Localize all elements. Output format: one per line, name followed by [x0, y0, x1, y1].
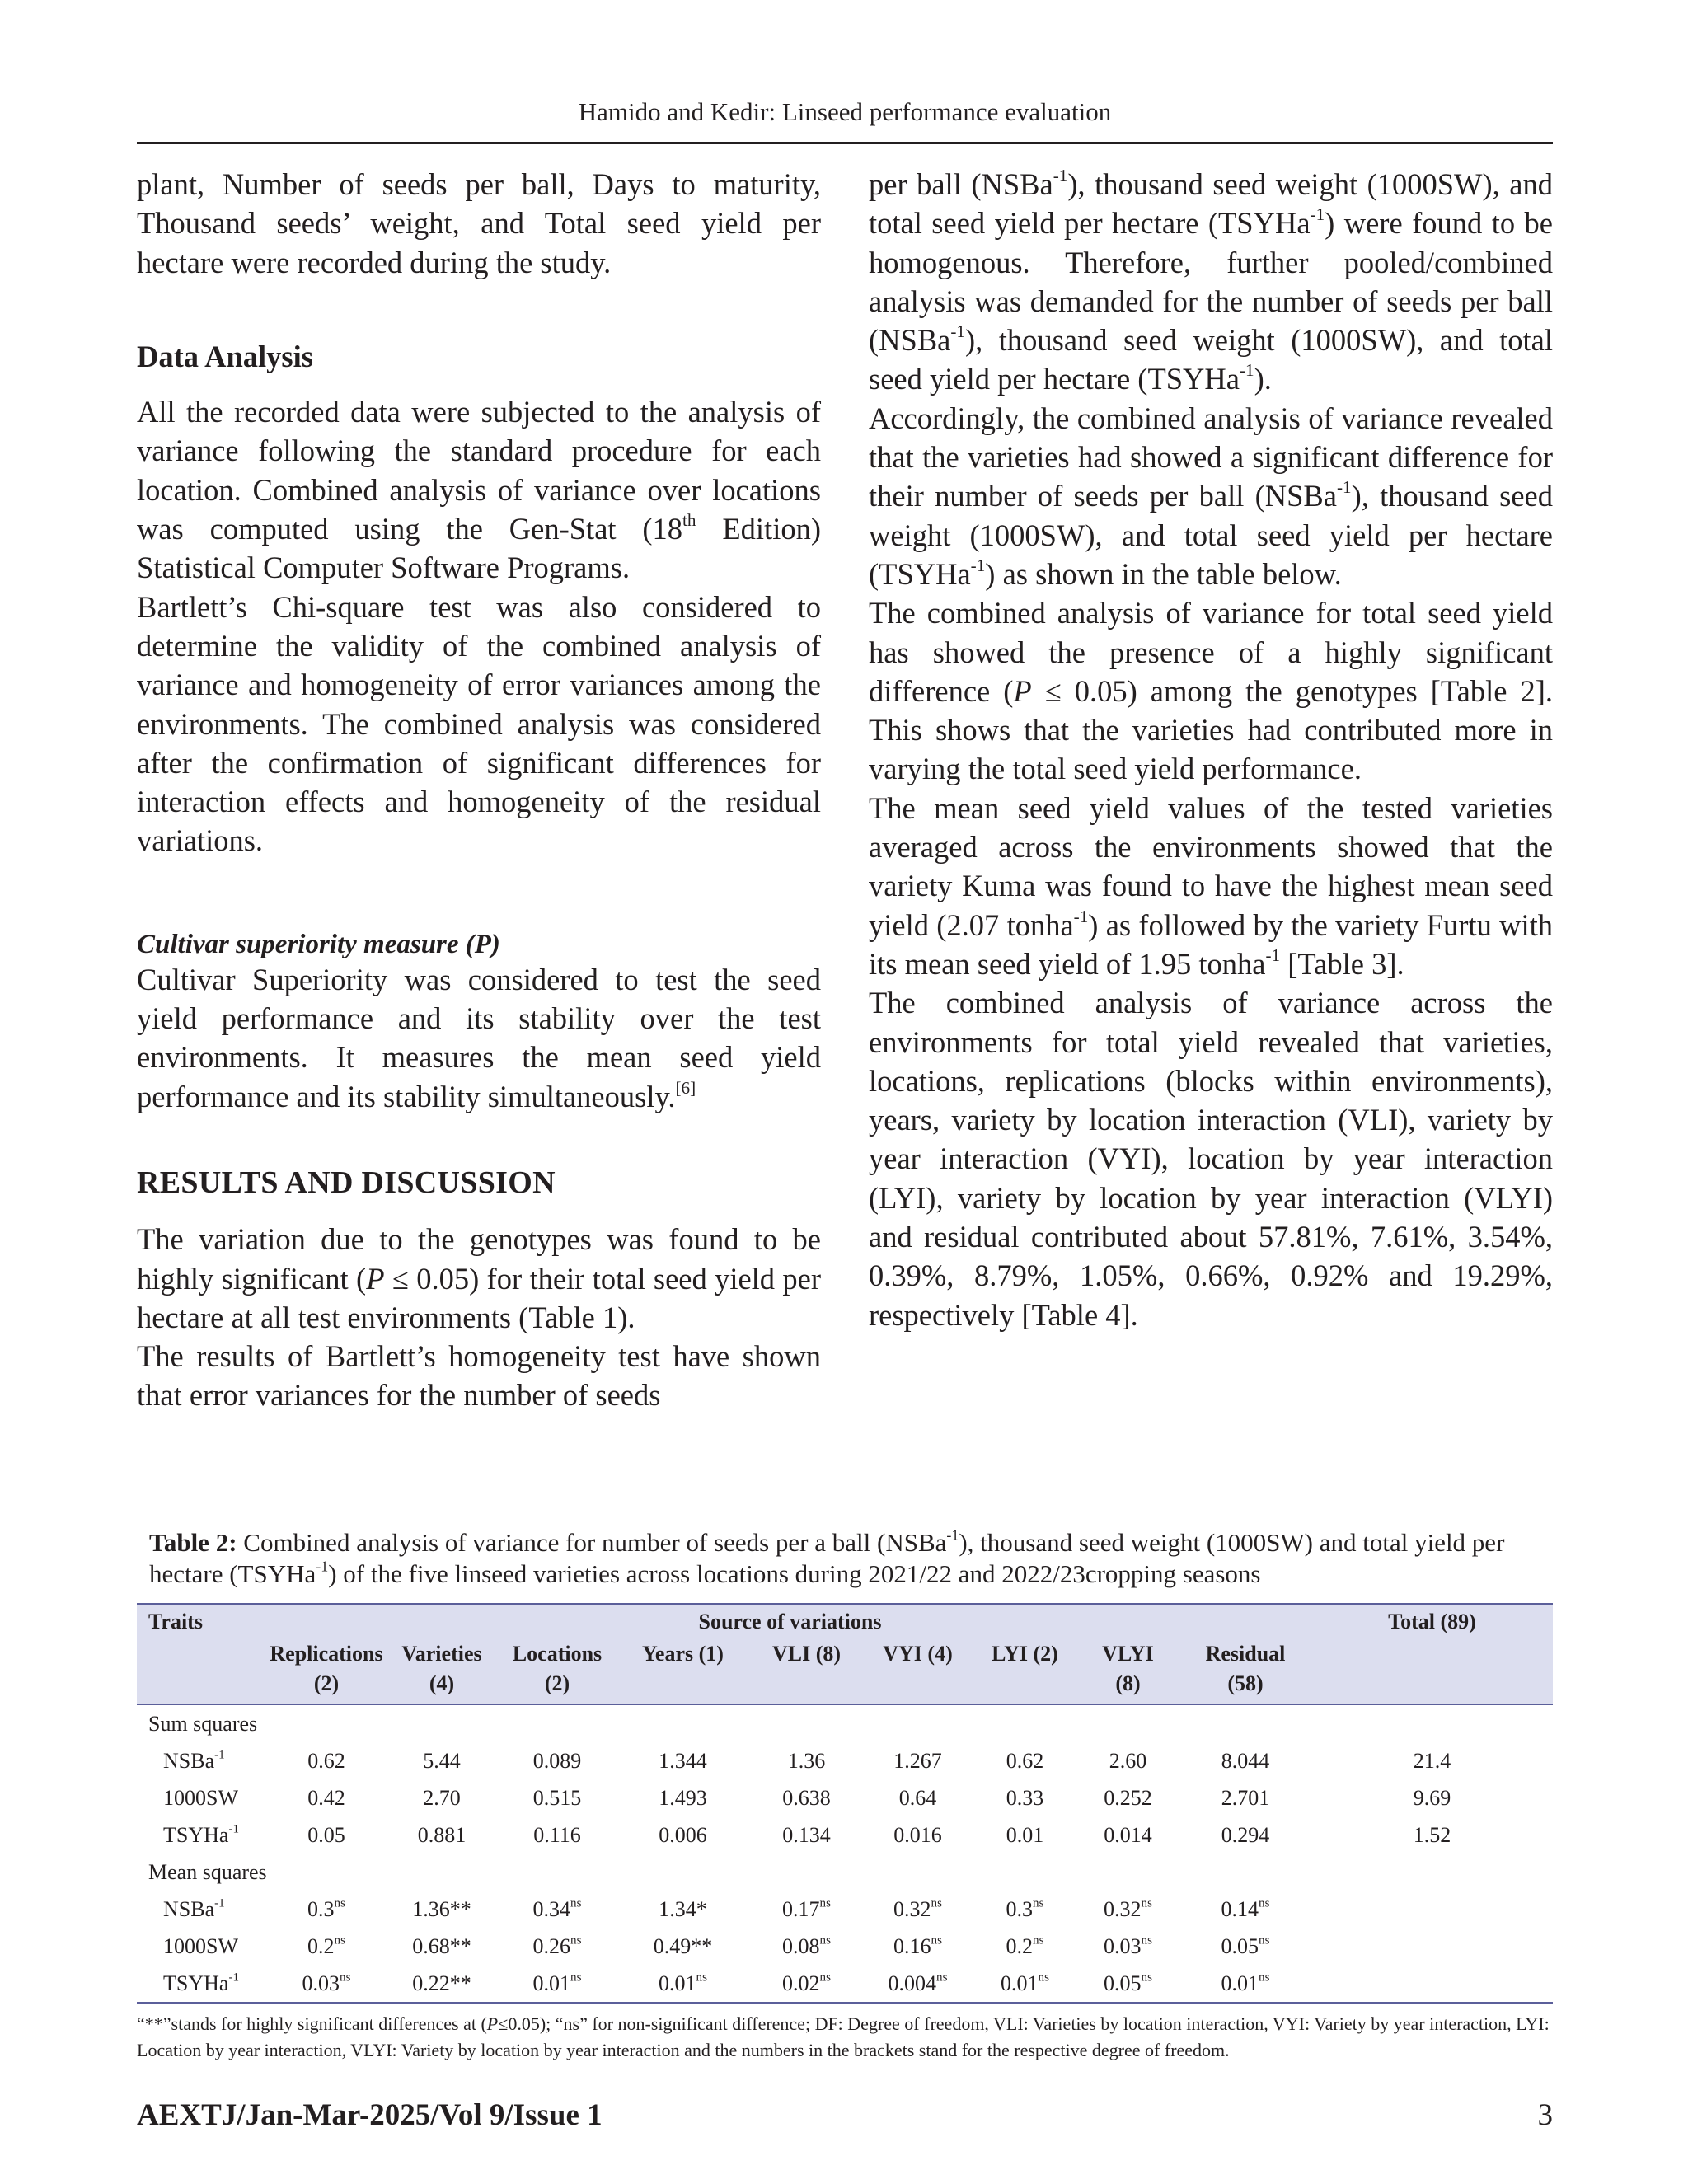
- data-analysis-heading: Data Analysis: [137, 339, 313, 373]
- paragraph: Bartlett’s Chi-square test was also considered to determine the validity of the combined analysis of variance and homogeneity of error variances among the environments. The combined analysis was considered after the confirmation of significant differences for interaction effects and homogeneity of the residual variations.: [137, 589, 821, 858]
- paragraph: Accordingly, the combined analysis of variance revealed that the varieties had showed a significant difference for their number of seeds per ball (NSBa$^{-1}$), thousand seed weight (1000SW), and total seed yield per hectare (TSYHa$^{-1}$) as shown in the table below.: [869, 401, 1553, 591]
- right-column: [869, 165, 1553, 1334]
- sub-header: VLI (8): [751, 1639, 862, 1704]
- paragraph: plant, Number of seeds per ball, Days to maturity, Thousand seeds’ weight, and Total seed yield per hectare were recorded during the study.: [137, 167, 821, 279]
- sub-header: Replications (2): [269, 1639, 384, 1704]
- table-row: NSBa$^{-1}$ 0.62 5.44 0.089 1.344 1.36 1.267 0.62 2.60 8.044 21.4: [163, 1748, 1451, 1773]
- paragraph: Cultivar Superiority was considered to test the seed yield performance and its stability over the test environments. It measures the mean seed yield performance and its stability simultaneously.[6]: [137, 962, 821, 1113]
- table-row: TSYHa$^{-1}$ 0.05 0.881 0.116 0.006 0.134 0.016 0.01 0.014 0.294 1.52: [163, 1822, 1451, 1847]
- journal-footer: AEXTJ/Jan-Mar-2025/Vol 9/Issue 1: [137, 2098, 603, 2132]
- col-traits: Traits: [137, 1604, 269, 1704]
- paragraph: per ball (NSBa$^{-1}$), thousand seed weight (1000SW), and total seed yield per hectare (TSYHa$^{-1}$) were found to be homogenous. Therefore, further pooled/combined analysis was demanded for the number of seeds per ball (NSBa$^{-1}$), thousand seed weight (1000SW), and total seed yield per hectare (TSYHa$^{-1}$).: [869, 166, 1553, 396]
- cultivar-superiority-heading: Cultivar superiority measure (P): [137, 929, 500, 959]
- paragraph: The combined analysis of variance across the environments for total yield revealed that varieties, locations, replications (blocks within environments), years, variety by location interaction (VLI), variety by year interaction (VYI), location by year interaction (LYI), variety by location by year interaction (VLYI) and residual contributed about 57.81%, 7.61%, 3.54%, 0.39%, 8.79%, 1.05%, 0.66%, 0.92% and 19.29%, respectively [Table 4].: [869, 986, 1553, 1332]
- sub-header: VYI (4): [862, 1639, 973, 1704]
- results-discussion-heading: RESULTS AND DISCUSSION: [137, 1165, 556, 1200]
- page-number: 3: [1537, 2098, 1553, 2132]
- sub-header: Years (1): [615, 1639, 751, 1704]
- paragraph: The results of Bartlett’s homogeneity test have shown that error variances for the number of seeds: [137, 1339, 821, 1413]
- paragraph: All the recorded data were subjected to the analysis of variance following the standard procedure for each location. Combined analysis of variance over locations was computed using the Gen-Stat (18th Edition) Statistical Computer Software Programs.: [137, 395, 821, 585]
- sub-header: Residual (58): [1179, 1639, 1311, 1704]
- col-source-of-variations: Source of variations: [269, 1604, 1311, 1639]
- table-row: TSYHa$^{-1}$ $0.03^{ns}$ 0.22** $0.01^{ns}$ $0.01^{ns}$ $0.02^{ns}$ $0.004^{ns}$ $0.01^{ns}$ $0.05^{ns}$ $0.01^{ns}$: [137, 1965, 1553, 2003]
- sub-header: VLYI (8): [1076, 1639, 1179, 1704]
- sub-header: Varieties (4): [384, 1639, 499, 1704]
- col-total: Total (89): [1311, 1604, 1553, 1704]
- left-column: [137, 165, 821, 1415]
- paragraph: The combined analysis of variance for total seed yield has showed the presence of a highly significant difference (P ≤ 0.05) among the genotypes [Table 2]. This shows that the varieties had contributed more in varying the total seed yield performance.: [869, 596, 1554, 786]
- header-rule: [137, 142, 1553, 144]
- anova-table: [137, 1603, 1553, 2004]
- table-footnote: “**”stands for highly significant differences at (P≤0.05); “ns” for non-significant difference; DF: Degree of freedom, VLI: Varieties by location interaction, VYI: Variety by year interaction, LYI: Location by year interaction, VLYI: Variety by location by year interaction and the numbers in the brackets stand for the respective degree of freedom.: [137, 2013, 1550, 2060]
- table-row: NSBa$^{-1}$ $0.3^{ns}$ 1.36** $0.34^{ns}$ 1.34* $0.17^{ns}$ $0.32^{ns}$ $0.3^{ns}$ $0.32^{ns}$ $0.14^{ns}$: [163, 1896, 1270, 1921]
- group-row: Sum squares: [148, 1711, 258, 1736]
- running-head: Hamido and Kedir: Linseed performance evaluation: [578, 97, 1112, 126]
- sub-header: Locations (2): [499, 1639, 615, 1704]
- paragraph: The mean seed yield values of the tested varieties averaged across the environments showed that the variety Kuma was found to have the highest mean seed yield (2.07 tonha$^{-1}$) as followed by the variety Furtu with its mean seed yield of 1.95 tonha$^{-1}$ [Table 3].: [869, 790, 1553, 981]
- table-body: [137, 1704, 1553, 2003]
- paragraph: The variation due to the genotypes was found to be highly significant (P ≤ 0.05) for their total seed yield per hectare at all test environments (Table 1).: [137, 1222, 821, 1334]
- group-row: Mean squares: [148, 1859, 267, 1884]
- table-caption: Table 2: Combined analysis of variance for number of seeds per a ball (NSBa$^{-1}$), thousand seed weight (1000SW) and total yield per hectare (TSYHa$^{-1}$) of the five linseed varieties across locations during 2021/22 and 2022/23cropping seasons: [149, 1526, 1505, 1588]
- table-row: 1000SW 0.42 2.70 0.515 1.493 0.638 0.64 0.33 0.252 2.701 9.69: [163, 1785, 1451, 1810]
- sub-header: LYI (2): [973, 1639, 1076, 1704]
- table-row: 1000SW $0.2^{ns}$ 0.68** $0.26^{ns}$ 0.49** $0.08^{ns}$ $0.16^{ns}$ $0.2^{ns}$ $0.03^{ns}$ $0.05^{ns}$: [163, 1933, 1270, 1958]
